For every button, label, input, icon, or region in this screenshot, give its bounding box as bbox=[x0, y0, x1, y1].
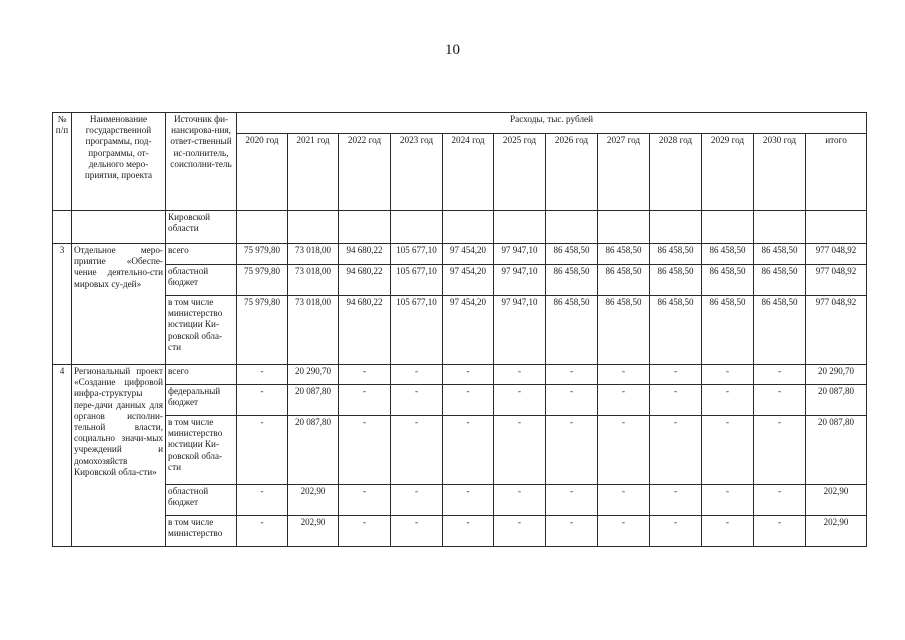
total-cell: 20 087,80 bbox=[806, 416, 867, 485]
total-cell: 202,90 bbox=[806, 516, 867, 547]
value-cell: 86 458,50 bbox=[650, 244, 702, 265]
value-cell: 202,90 bbox=[288, 485, 339, 516]
year-header: 2021 год bbox=[288, 134, 339, 211]
year-header: 2020 год bbox=[237, 134, 288, 211]
table-row bbox=[53, 416, 867, 485]
value-cell: - bbox=[546, 485, 598, 516]
page-number: 10 bbox=[445, 42, 460, 58]
value-cell: 75 979,80 bbox=[237, 244, 288, 265]
value-cell: - bbox=[339, 416, 391, 485]
value-cell: - bbox=[339, 365, 391, 385]
value-cell: - bbox=[598, 365, 650, 385]
value-cell: 97 454,20 bbox=[443, 265, 494, 296]
value-cell: - bbox=[598, 416, 650, 485]
value-cell: - bbox=[650, 416, 702, 485]
value-cell: - bbox=[494, 385, 546, 416]
source-cell: всего bbox=[166, 365, 237, 385]
total-cell: 20 290,70 bbox=[806, 365, 867, 385]
total-cell: 202,90 bbox=[806, 485, 867, 516]
source-cell: федеральный бюджет bbox=[166, 385, 237, 416]
year-header: 2029 год bbox=[702, 134, 754, 211]
value-cell: - bbox=[391, 516, 443, 547]
value-cell: - bbox=[598, 385, 650, 416]
program-name: Региональный проект «Создание цифровой инфра-структуры пере-дачи данных для органов исполни-тельной власти, социально значи-мых учреждений и домохозяйств Кировской обла-сти» bbox=[72, 365, 166, 547]
value-cell: - bbox=[702, 516, 754, 547]
value-cell: 97 947,10 bbox=[494, 296, 546, 365]
value-cell: - bbox=[754, 416, 806, 485]
value-cell: 20 290,70 bbox=[288, 365, 339, 385]
col-name-header: Наименование государственной программы, под-программы, от-дельного меро-приятия, проекта bbox=[72, 113, 166, 211]
value-cell: - bbox=[237, 485, 288, 516]
table-row bbox=[53, 485, 867, 516]
value-cell: 73 018,00 bbox=[288, 244, 339, 265]
source-cell: в том числе министерство bbox=[166, 516, 237, 547]
value-cell: 105 677,10 bbox=[391, 244, 443, 265]
value-cell: - bbox=[391, 385, 443, 416]
value-cell: 86 458,50 bbox=[702, 244, 754, 265]
value-cell: - bbox=[443, 416, 494, 485]
value-cell: 86 458,50 bbox=[546, 265, 598, 296]
value-cell: 86 458,50 bbox=[546, 244, 598, 265]
value-cell: 97 947,10 bbox=[494, 265, 546, 296]
year-header: 2028 год bbox=[650, 134, 702, 211]
table-row bbox=[53, 244, 867, 265]
table-cell bbox=[72, 211, 166, 244]
value-cell: - bbox=[443, 516, 494, 547]
value-cell: - bbox=[702, 485, 754, 516]
table-row bbox=[53, 365, 867, 385]
value-cell: - bbox=[391, 485, 443, 516]
value-cell: - bbox=[494, 516, 546, 547]
value-cell: 105 677,10 bbox=[391, 296, 443, 365]
expenses-header: Расходы, тыс. рублей bbox=[237, 113, 867, 134]
table-row bbox=[53, 385, 867, 416]
total-cell: 977 048,92 bbox=[806, 296, 867, 365]
value-cell: 86 458,50 bbox=[598, 296, 650, 365]
table-row bbox=[53, 296, 867, 365]
value-cell: - bbox=[650, 365, 702, 385]
value-cell: - bbox=[754, 385, 806, 416]
header-row bbox=[53, 113, 867, 134]
year-header: 2025 год bbox=[494, 134, 546, 211]
value-cell: - bbox=[391, 416, 443, 485]
value-cell: - bbox=[237, 365, 288, 385]
value-cell: - bbox=[443, 365, 494, 385]
value-cell: - bbox=[598, 485, 650, 516]
value-cell: 86 458,50 bbox=[650, 265, 702, 296]
value-cell: 86 458,50 bbox=[546, 296, 598, 365]
value-cell: 86 458,50 bbox=[754, 296, 806, 365]
total-cell: 977 048,92 bbox=[806, 265, 867, 296]
value-cell: - bbox=[237, 385, 288, 416]
value-cell: - bbox=[494, 416, 546, 485]
value-cell: - bbox=[339, 385, 391, 416]
value-cell: - bbox=[237, 416, 288, 485]
value-cell: - bbox=[339, 516, 391, 547]
year-header: 2030 год bbox=[754, 134, 806, 211]
value-cell: 75 979,80 bbox=[237, 265, 288, 296]
total-cell: 20 087,80 bbox=[806, 385, 867, 416]
value-cell: - bbox=[754, 365, 806, 385]
value-cell: - bbox=[494, 485, 546, 516]
value-cell: 86 458,50 bbox=[598, 265, 650, 296]
value-cell: 86 458,50 bbox=[754, 244, 806, 265]
table-row bbox=[53, 516, 867, 547]
value-cell: - bbox=[702, 365, 754, 385]
value-cell: 94 680,22 bbox=[339, 244, 391, 265]
source-cell: Кировской области bbox=[166, 211, 237, 244]
value-cell: - bbox=[650, 516, 702, 547]
value-cell: - bbox=[237, 516, 288, 547]
value-cell: 86 458,50 bbox=[650, 296, 702, 365]
value-cell: - bbox=[650, 385, 702, 416]
value-cell: 20 087,80 bbox=[288, 385, 339, 416]
year-header: 2026 год bbox=[546, 134, 598, 211]
col-source-header: Источник фи-нансирова-ния, ответ-ственный ис-полнитель, соисполни-тель bbox=[166, 113, 237, 211]
value-cell: 97 454,20 bbox=[443, 244, 494, 265]
value-cell: 73 018,00 bbox=[288, 296, 339, 365]
year-header: 2024 год bbox=[443, 134, 494, 211]
item-4-group bbox=[53, 365, 867, 547]
value-cell: - bbox=[546, 416, 598, 485]
value-cell: - bbox=[546, 365, 598, 385]
value-cell: - bbox=[391, 365, 443, 385]
value-cell: - bbox=[546, 385, 598, 416]
value-cell: - bbox=[443, 385, 494, 416]
source-cell: в том числе министерство юстиции Ки-ровской обла-сти bbox=[166, 416, 237, 485]
value-cell: 105 677,10 bbox=[391, 265, 443, 296]
col-num-header: № п/п bbox=[53, 113, 72, 211]
value-cell: 97 947,10 bbox=[494, 244, 546, 265]
value-cell: 86 458,50 bbox=[754, 265, 806, 296]
value-cell: - bbox=[598, 516, 650, 547]
value-cell: - bbox=[546, 516, 598, 547]
value-cell: 94 680,22 bbox=[339, 265, 391, 296]
value-cell: 202,90 bbox=[288, 516, 339, 547]
value-cell: - bbox=[339, 485, 391, 516]
value-cell: - bbox=[650, 485, 702, 516]
item-3-group bbox=[53, 244, 867, 365]
table-cell bbox=[53, 211, 72, 244]
row-number: 4 bbox=[53, 365, 72, 547]
value-cell: 20 087,80 bbox=[288, 416, 339, 485]
value-cell: 75 979,80 bbox=[237, 296, 288, 365]
table-row bbox=[53, 265, 867, 296]
source-cell: областной бюджет bbox=[166, 485, 237, 516]
value-cell: - bbox=[754, 516, 806, 547]
value-cell: 97 454,20 bbox=[443, 296, 494, 365]
value-cell: 86 458,50 bbox=[598, 244, 650, 265]
source-cell: областной бюджет bbox=[166, 265, 237, 296]
value-cell: - bbox=[443, 485, 494, 516]
value-cell: - bbox=[702, 385, 754, 416]
value-cell: 86 458,50 bbox=[702, 265, 754, 296]
budget-table bbox=[52, 112, 867, 547]
continuation-row bbox=[53, 211, 867, 244]
year-header: 2022 год bbox=[339, 134, 391, 211]
total-cell: 977 048,92 bbox=[806, 244, 867, 265]
value-cell: 94 680,22 bbox=[339, 296, 391, 365]
total-header: итого bbox=[806, 134, 867, 211]
value-cell: 73 018,00 bbox=[288, 265, 339, 296]
value-cell: 86 458,50 bbox=[702, 296, 754, 365]
value-cell: - bbox=[702, 416, 754, 485]
source-cell: всего bbox=[166, 244, 237, 265]
value-cell: - bbox=[754, 485, 806, 516]
year-header: 2023 год bbox=[391, 134, 443, 211]
row-number: 3 bbox=[53, 244, 72, 365]
source-cell: в том числе министерство юстиции Ки-ровской обла-сти bbox=[166, 296, 237, 365]
value-cell: - bbox=[494, 365, 546, 385]
program-name: Отдельное меро-приятие «Обеспе-чение деятельно-сти мировых су-дей» bbox=[72, 244, 166, 365]
year-header: 2027 год bbox=[598, 134, 650, 211]
